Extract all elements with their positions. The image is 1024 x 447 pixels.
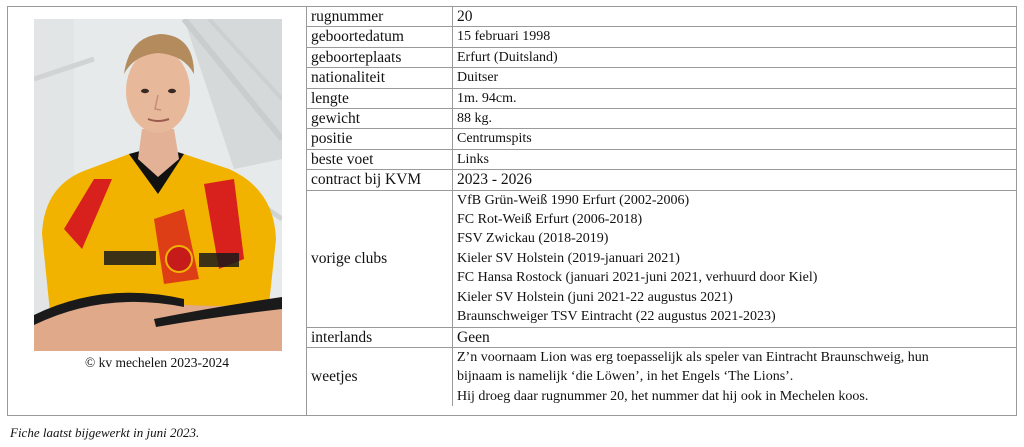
list-item: FC Hansa Rostock (januari 2021-juni 2021, verhuurd door Kiel)	[457, 270, 818, 286]
field-value: Erfurt (Duitsland)	[453, 47, 1017, 67]
list-item: Hij droeg daar rugnummer 20, het nummer dat hij ook in Mechelen koos.	[457, 388, 869, 404]
field-value-list	[453, 347, 1017, 406]
field-value: Centrumspits	[453, 129, 1017, 149]
field-value: 1m. 94cm.	[453, 88, 1017, 108]
field-label: geboorteplaats	[307, 47, 453, 67]
field-value: 15 februari 1998	[453, 27, 1017, 47]
list-item: Kieler SV Holstein (juni 2021-22 augustus 2021)	[457, 289, 733, 305]
field-value: 88 kg.	[453, 109, 1017, 129]
player-info-table	[306, 7, 1017, 406]
field-label: beste voet	[307, 149, 453, 169]
row-geboorteplaats	[307, 47, 1017, 67]
row-gewicht	[307, 109, 1017, 129]
row-nationaliteit	[307, 68, 1017, 88]
field-value-list	[453, 190, 1017, 327]
list-item: bijnaam is namelijk ‘die Löwen’, in het Engels ‘The Lions’.	[457, 369, 794, 385]
row-lengte	[307, 88, 1017, 108]
row-weetjes	[307, 347, 1017, 406]
row-interlands	[307, 327, 1017, 347]
footer-note: Fiche laatst bijgewerkt in juni 2023.	[10, 425, 200, 440]
field-label: rugnummer	[307, 7, 453, 27]
field-label: lengte	[307, 88, 453, 108]
field-label: geboortedatum	[307, 27, 453, 47]
field-value: Geen	[453, 327, 1017, 347]
player-photo	[34, 19, 282, 351]
list-item: Kieler SV Holstein (2019-januari 2021)	[457, 250, 680, 266]
list-item: FC Rot-Weiß Erfurt (2006-2018)	[457, 212, 643, 228]
row-geboortedatum	[307, 27, 1017, 47]
photo-credit: © kv mechelen 2023-2024	[84, 355, 230, 370]
player-sheet	[7, 6, 1017, 416]
list-item: FSV Zwickau (2018-2019)	[457, 231, 609, 247]
field-label: vorige clubs	[307, 190, 453, 327]
row-rugnummer	[307, 7, 1017, 27]
row-beste-voet	[307, 149, 1017, 169]
row-vorige-clubs	[307, 190, 1017, 327]
field-label: weetjes	[307, 347, 453, 406]
field-value: 2023 - 2026	[453, 170, 1017, 190]
list-item: Z’n voornaam Lion was erg toepasselijk als speler van Eintracht Braunschweig, hun	[457, 349, 929, 365]
row-positie	[307, 129, 1017, 149]
field-label: nationaliteit	[307, 68, 453, 88]
field-label: positie	[307, 129, 453, 149]
field-label: contract bij KVM	[307, 170, 453, 190]
field-label: interlands	[307, 327, 453, 347]
list-item: Braunschweiger TSV Eintracht (22 augustus 2021-2023)	[457, 309, 776, 325]
field-value: 20	[453, 7, 1017, 27]
list-item: VfB Grün-Weiß 1990 Erfurt (2002-2006)	[457, 192, 690, 208]
field-value: Duitser	[453, 68, 1017, 88]
field-value: Links	[453, 149, 1017, 169]
photo-cell	[8, 7, 307, 415]
field-label: gewicht	[307, 109, 453, 129]
row-contract-bij-kvm	[307, 170, 1017, 190]
